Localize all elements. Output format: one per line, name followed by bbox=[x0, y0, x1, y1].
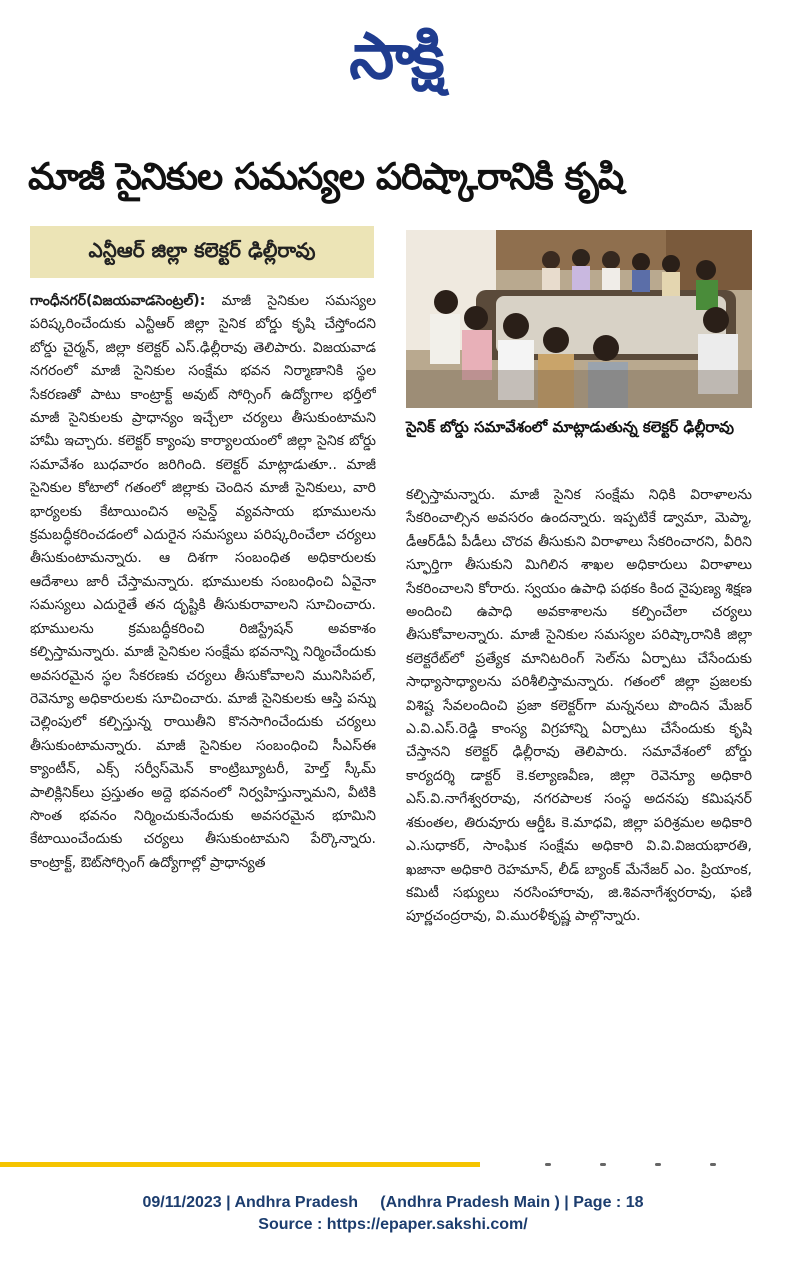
meeting-photo-illustration bbox=[406, 230, 752, 408]
article-right-text: కల్పిస్తామన్నారు. మాజీ సైనిక సంక్షేమ నిధికి విరాళాలను సేకరించాల్సిన అవసరం ఉందన్నారు. ఇప్పటికే డ్వామా, మెప్మా, డీఆర్‌డీఏ పీడీలు చొరవ తీసుకుని విరాళాలు సేకరించారని, వీరిని స్ఫూర్తిగా తీసుకుని మిగిలిన శాఖల అధికారులు విరాళాలు సేకరించాలని కోరారు. స్వయం ఉపాధి పథకం కింద నైపుణ్య శిక్షణ అందించి ఉపాధి అవకాశాలను కల్పించేలా చర్యలు తీసుకోవాలన్నారు. మాజీ సైనికుల సమస్యల పరిష్కారానికి జిల్లా కలెక్టరేట్‌లో ప్రత్యేక మానిటరింగ్ సెల్‌ను ఏర్పాటు చేసేందుకు సాధ్యాసాధ్యాలను పరిశీలిస్తామన్నారు. గతంలో జిల్లా ప్రజలకు విశిష్ట సేవలందించి ప్రజా కలెక్టర్‌గా మన్ననలు పొందిన మేజర్ ఎ.వి.ఎస్.రెడ్డి కాంస్య విగ్రహాన్ని ఏర్పాటు చేసేందుకు కృషి చేస్తానని కలెక్టర్ ఢిల్లీరావు తెలిపారు. సమావేశంలో బోర్డు కార్యదర్శి డాక్టర్ కె.కల్యాణవీణ, జిల్లా రెవెన్యూ అధికారి ఎస్.వి.నాగేశ్వరరావు, నగరపాలక సంస్థ అదనపు కమిషనర్ శకుంతల, తిరువూరు ఆర్డీఓ కె.మాధవి, జిల్లా పరిశ్రమల అధికారి ఎ.సుధాకర్, సాంఘిక సంక్షేమ అధికారి వి.వి.విజయభారతి, ఖజానా అధికారి రెహమాన్, లీడ్ బ్యాంక్ మేనేజర్ ఎం. ప్రియాంక, కమిటీ సభ్యులు నరసింహారావు, జి.శివనాగేశ్వరరావు, ఫణి పూర్ణచంద్రరావు, వి.మురళీకృష్ణ పాల్గొన్నారు. bbox=[406, 487, 752, 925]
photo-caption: సైనిక్ బోర్డు సమావేశంలో మాట్లాడుతున్న కలెక్టర్ ఢిల్లీరావు bbox=[406, 418, 734, 436]
footer-divider bbox=[0, 1162, 480, 1167]
footer-date-edition: 09/11/2023 | Andhra Pradesh (Andhra Pradesh Main ) | Page : 18 bbox=[142, 1194, 644, 1211]
article-dateline: గాంధీనగర్(విజయవాడసెంట్రల్): bbox=[30, 293, 206, 309]
article-left-column bbox=[30, 290, 376, 1150]
article-right-column bbox=[406, 484, 752, 1144]
continuation-dots bbox=[520, 1163, 740, 1167]
article-headline: మాజీ సైనికుల సమస్యల పరిష్కారానికి కృషి bbox=[28, 155, 624, 198]
sakshi-logo: సాక్షి bbox=[349, 20, 441, 94]
meeting-photo bbox=[406, 230, 752, 408]
page-footer bbox=[0, 1192, 786, 1236]
footer-source-link[interactable]: Source : https://epaper.sakshi.com/ bbox=[258, 1216, 528, 1233]
article-subheadline: ఎన్టీఆర్ జిల్లా కలెక్టర్ ఢిల్లీరావు bbox=[30, 226, 374, 278]
article-left-text: మాజీ సైనికుల సమస్యల పరిష్కరించేందుకు ఎన్టీఆర్ జిల్లా సైనిక బోర్డు కృషి చేస్తోందని బోర్డు చైర్మన్, జిల్లా కలెక్టర్ ఎస్.ఢిల్లీరావు తెలిపారు. విజయవాడ నగరంలో మాజీ సైనికుల సంక్షేమ భవన నిర్మాణానికి స్థల సేకరణతో పాటు కాంట్రాక్ట్ అవుట్ సోర్సింగ్ ఉద్యోగాల భర్తీలో మాజీ సైనికులకు ప్రాధాన్యం ఇచ్చేలా చర్యలు తీసుకుంటామని హామీ ఇచ్చారు. కలెక్టర్ క్యాంపు కార్యాలయంలో జిల్లా సైనిక బోర్డు సమావేశం బుధవారం జరిగింది. కలెక్టర్ మాట్లాడుతూ.. మాజీ సైనికుల కోటాలో గతంలో జిల్లాకు చెందిన మాజీ సైనికులు, వారి భార్యలకు కేటాయించిన అసైన్డ్ వ్యవసాయ భూములను క్రమబద్ధీకరించడంలో ఎదురైన సమస్యలు పరిష్కరించేలా చర్యలు తీసుకుంటామన్నారు. ఆ దిశగా సంబంధిత అధికారులకు ఆదేశాలు జారీ చేస్తామన్నారు. భూములకు సంబంధించి ఏవైనా సమస్యలు ఎదురైతే తన దృష్టికి తీసుకురావాలని సూచించారు. భూములను క్రమబద్ధీకరించి రిజిస్ట్రేషన్ అవకాశం కల్పిస్తామన్నారు. మాజీ సైనికుల సంక్షేమ భవనాన్ని నిర్మించేందుకు అవసరమైన స్థల సేకరణకు చర్యలు తీసుకోవాలని మునిసిపల్, రెవెన్యూ అధికారులకు సూచించారు. మాజీ సైనికులకు ఆస్తి పన్ను చెల్లింపులో కల్పిస్తున్న రాయితీని కొనసాగించేందుకు చర్యలు తీసుకుంటామన్నారు. మాజీ సైనికుల సంబంధించి సీఎస్ఈ క్యాంటీన్, ఎక్స్ సర్వీస్‌మెన్ కాంట్రిబ్యూటరీ, హెల్త్ స్కీమ్ పాలిక్లినిక్‌లు ప్రస్తుతం అద్దె భవనంలో నిర్వహిస్తున్నామని, వీటికి సొంత భవనం నిర్మించుకునేందుకు అవసరమైన భూమిని కేటాయించేందుకు చర్యలు తీసుకుంటామని పేర్కొన్నారు. కాంట్రాక్ట్, ఔట్‌సోర్సింగ్ ఉద్యోగాల్లో ప్రాధాన్యత bbox=[30, 293, 376, 871]
